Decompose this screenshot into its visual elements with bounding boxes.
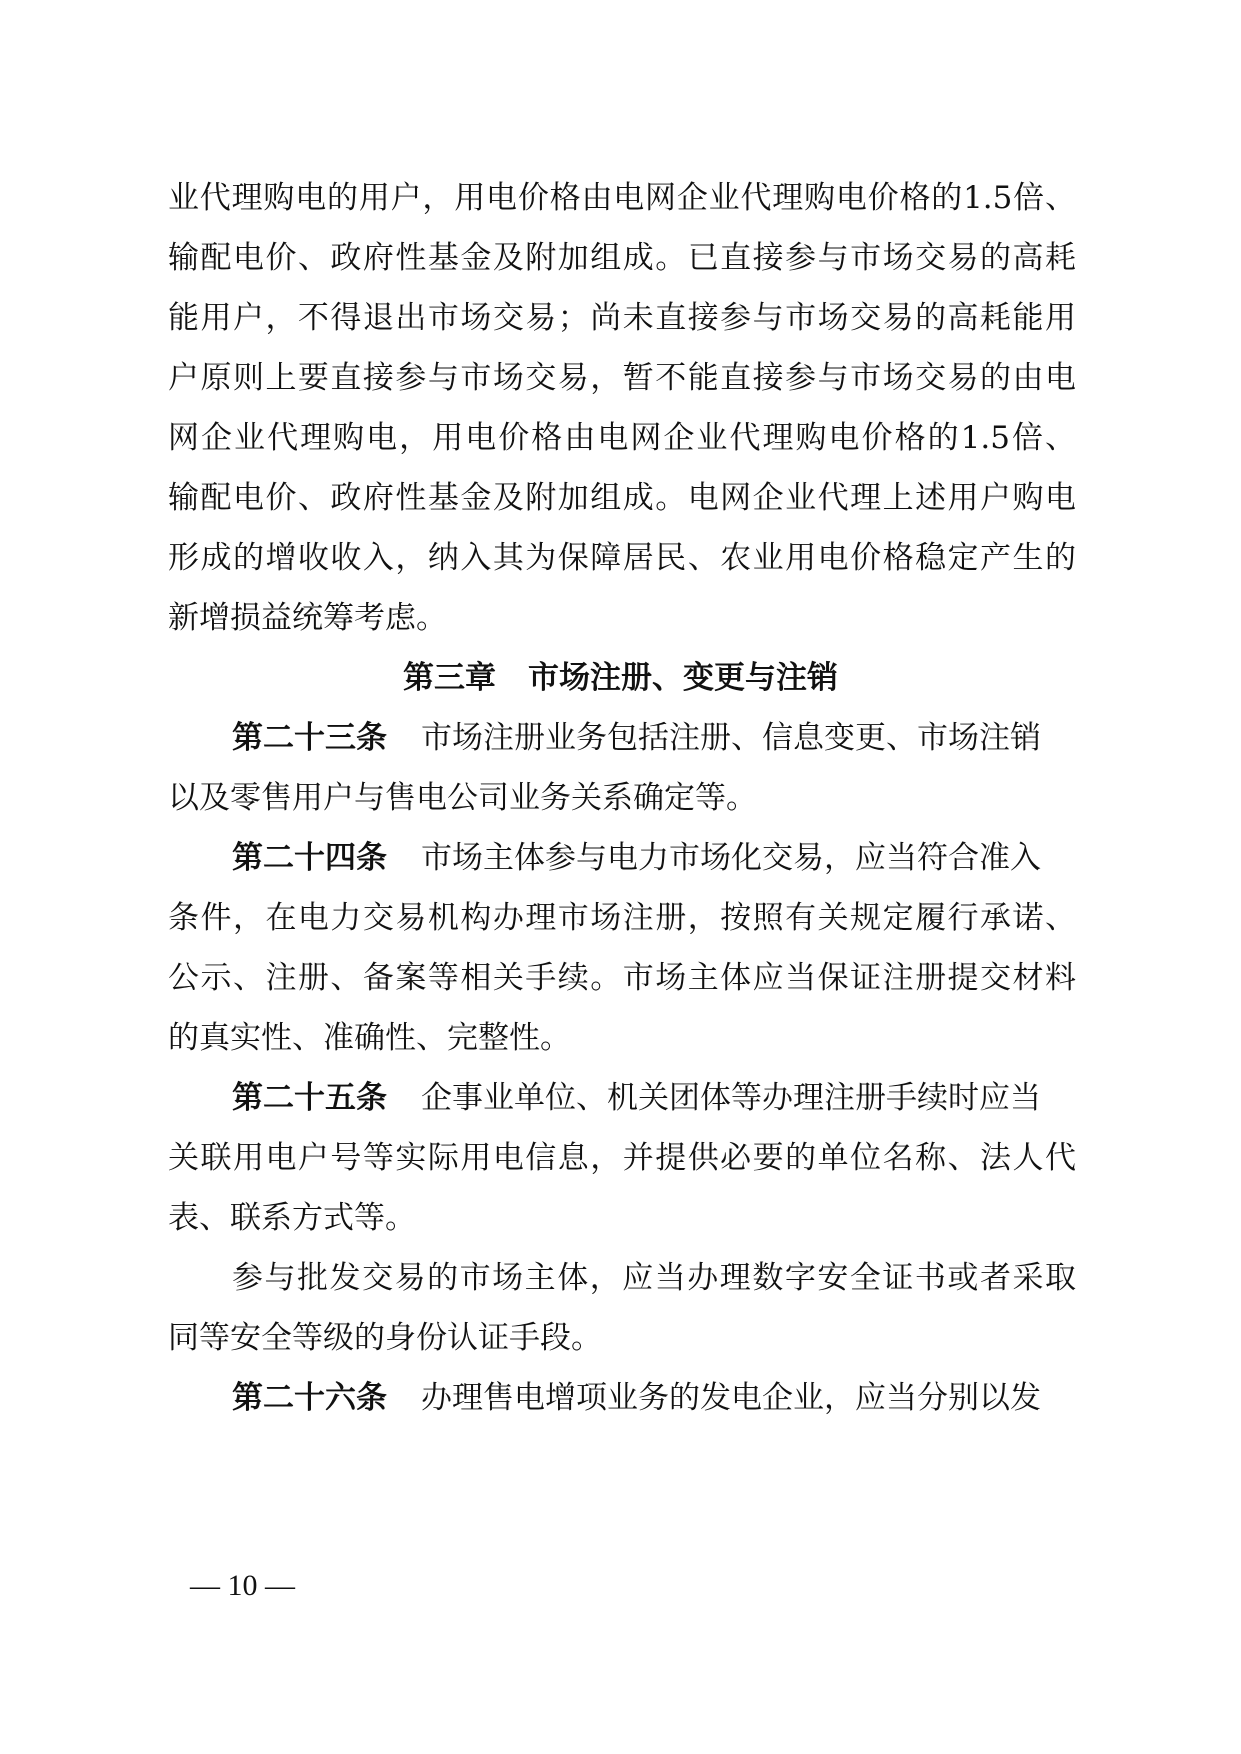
article-label: 第二十四条 <box>232 840 387 876</box>
body-line: 形成的增收收入，纳入其为保障居民、农业用电价格稳定产生的 <box>168 540 1076 576</box>
body-line: 业代理购电的用户，用电价格由电网企业代理购电价格的1.5倍、 <box>168 180 1076 216</box>
article-24-first-line <box>232 838 1076 878</box>
article-text: 市场主体参与电力市场化交易，应当符合准入 <box>421 840 1041 876</box>
article-label: 第二十六条 <box>232 1380 387 1416</box>
body-line: 表、联系方式等。 <box>168 1200 416 1236</box>
body-line: 输配电价、政府性基金及附加组成。已直接参与市场交易的高耗 <box>168 240 1076 276</box>
article-label: 第二十五条 <box>232 1080 387 1116</box>
chapter-title: 市场注册、变更与注销 <box>528 660 838 696</box>
body-line: 公示、注册、备案等相关手续。市场主体应当保证注册提交材料 <box>168 960 1076 996</box>
article-text: 企事业单位、机关团体等办理注册手续时应当 <box>421 1080 1041 1116</box>
body-line: 户原则上要直接参与市场交易，暂不能直接参与市场交易的由电 <box>168 360 1076 396</box>
body-line: 的真实性、准确性、完整性。 <box>168 1020 571 1056</box>
article-label: 第二十三条 <box>232 720 387 756</box>
body-line: 参与批发交易的市场主体，应当办理数字安全证书或者采取 <box>232 1260 1076 1296</box>
chapter-heading <box>0 658 1241 698</box>
body-line: 输配电价、政府性基金及附加组成。电网企业代理上述用户购电 <box>168 480 1076 516</box>
article-23-first-line <box>232 718 1076 758</box>
article-text: 办理售电增项业务的发电企业，应当分别以发 <box>421 1380 1041 1416</box>
article-text: 市场注册业务包括注册、信息变更、市场注销 <box>421 720 1041 756</box>
body-line: 以及零售用户与售电公司业务关系确定等。 <box>168 780 757 816</box>
body-line: 条件，在电力交易机构办理市场注册，按照有关规定履行承诺、 <box>168 900 1076 936</box>
body-line: 能用户，不得退出市场交易；尚未直接参与市场交易的高耗能用 <box>168 300 1076 336</box>
body-line: 新增损益统筹考虑。 <box>168 600 447 636</box>
article-25-first-line <box>232 1078 1076 1118</box>
article-26-first-line <box>232 1378 1076 1418</box>
body-line: 网企业代理购电，用电价格由电网企业代理购电价格的1.5倍、 <box>168 420 1076 456</box>
body-line: 关联用电户号等实际用电信息，并提供必要的单位名称、法人代 <box>168 1140 1076 1176</box>
chapter-number: 第三章 <box>403 660 496 696</box>
body-line: 同等安全等级的身份认证手段。 <box>168 1320 602 1356</box>
page-number: — 10 — <box>190 1569 295 1602</box>
